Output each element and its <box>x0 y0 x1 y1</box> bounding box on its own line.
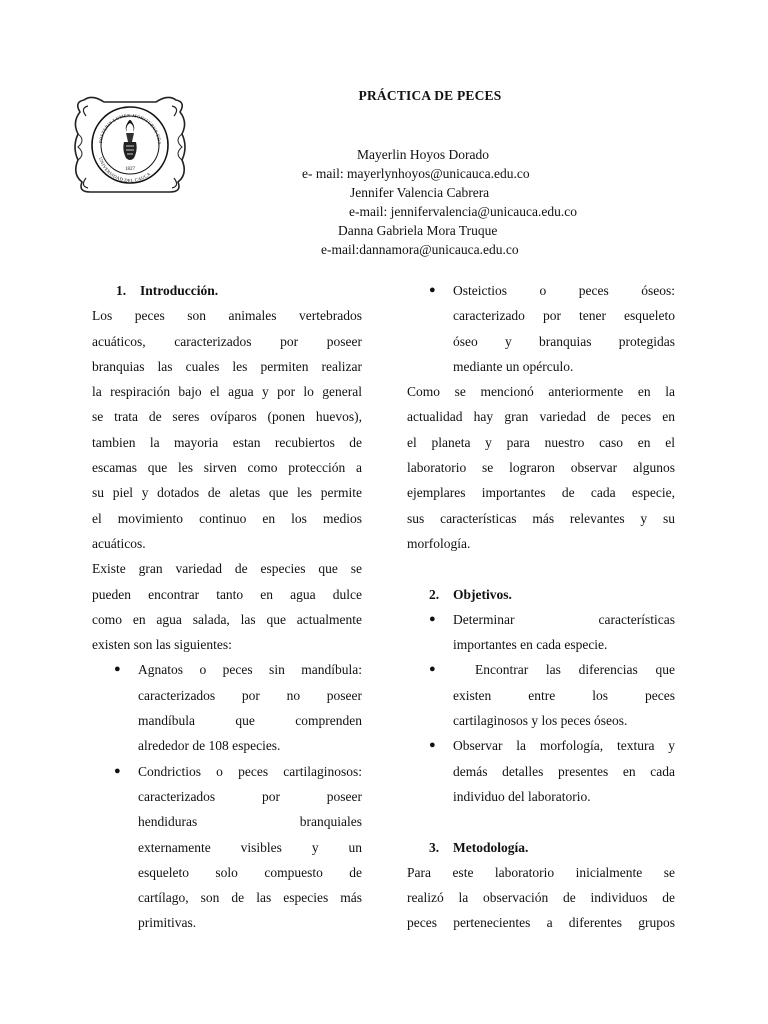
text-line: branquias las cuales les permiten realizar <box>92 358 362 374</box>
text-line: óseo y branquias protegidas <box>453 333 675 349</box>
text-line: realizó la observación de individuos de <box>407 890 675 906</box>
text-line: cartilaginosos y los peces óseos. <box>453 713 628 729</box>
text-line: Agnatos o peces sin mandíbula: <box>138 662 362 678</box>
metodologia-paragraph <box>407 860 675 936</box>
blank-line <box>407 556 675 581</box>
text-line: ejemplares importantes de cada especie, <box>407 485 675 501</box>
list-item-objetivo-1 <box>407 607 675 658</box>
seal-year: 1827 <box>125 167 135 172</box>
list-item-objetivo-2 <box>407 657 675 733</box>
author-email: e-mail:dannamora@unicauca.edu.co <box>321 242 519 257</box>
text-line: alrededor de 108 especies. <box>138 738 281 754</box>
section-heading-introduccion <box>92 278 362 303</box>
left-column <box>92 278 362 936</box>
section-title: Metodología. <box>453 839 529 855</box>
section-title: Objetivos. <box>453 586 512 602</box>
text-line: la respiración bajo el agua y por lo general <box>92 384 362 400</box>
list-item-osteictios <box>407 278 675 379</box>
bullet-marker: ● <box>429 739 436 752</box>
text-line: se trata de seres ovíparos (ponen huevos), <box>92 409 362 425</box>
list-item-objetivo-3 <box>407 733 675 809</box>
text-line: Determinar características <box>453 611 675 627</box>
section-number: 1. <box>116 283 127 298</box>
seal-top-text: POSTERIS LUMEN MORITURUS EDA <box>98 112 163 145</box>
text-line: mediante un opérculo. <box>453 358 574 374</box>
text-line: existen son las siguientes: <box>92 637 232 653</box>
blank-line <box>407 809 675 834</box>
text-line: peces pertenecientes a diferentes grupos <box>407 915 675 931</box>
text-line: cartílago, son de las especies más <box>138 890 362 906</box>
university-seal-icon <box>70 92 190 202</box>
author-email: e- mail: mayerlynhoyos@unicauca.edu.co <box>302 166 530 181</box>
text-line: caracterizados por no poseer <box>138 687 362 703</box>
text-line: el planeta y para nuestro caso en el <box>407 434 675 450</box>
text-line: morfología. <box>407 535 471 551</box>
text-line: Para este laboratorio inicialmente se <box>407 864 675 880</box>
author-name: Danna Gabriela Mora Truque <box>338 223 498 238</box>
text-line: sus características más relevantes y su <box>407 510 675 526</box>
list-item-agnatos <box>92 657 362 758</box>
text-line: Como se mencionó anteriormente en la <box>407 384 675 400</box>
bullet-marker: ● <box>114 663 121 676</box>
text-line: como en agua salada, las que actualmente <box>92 611 362 627</box>
text-line: pueden encontrar tanto en agua dulce <box>92 586 362 602</box>
text-line: existen entre los peces <box>453 687 675 703</box>
text-line: esqueleto solo compuesto de <box>138 864 362 880</box>
text-line: el movimiento continuo en los medios <box>92 510 362 526</box>
text-line: primitivas. <box>138 915 197 931</box>
list-item-condrictios <box>92 759 362 936</box>
text-line: caracterizado por tener esqueleto <box>453 308 675 324</box>
bullet-marker: ● <box>114 764 121 777</box>
text-line: Los peces son animales vertebrados <box>92 308 362 324</box>
section-title: Introducción. <box>140 283 219 298</box>
text-line: importantes en cada especie. <box>453 637 608 653</box>
seal-bottom-text: UNIVERSIDAD DEL CAUCA <box>97 156 152 184</box>
bullet-marker: ● <box>429 663 436 676</box>
section-number: 2. <box>429 586 440 602</box>
text-line: actualidad hay gran variedad de peces en <box>407 409 675 425</box>
text-line: Observar la morfología, textura y <box>453 738 675 754</box>
text-line: Osteictios o peces óseos: <box>453 283 675 298</box>
text-line: su piel y dotados de aletas que les permite <box>92 485 362 501</box>
bullet-marker: ● <box>429 612 436 625</box>
text-line: acuáticos. <box>92 535 146 551</box>
bullet-marker: ● <box>429 284 436 296</box>
author-name: Jennifer Valencia Cabrera <box>350 185 490 200</box>
document-title: PRÁCTICA DE PECES <box>358 88 502 103</box>
text-line: escamas que les sirven como protección a <box>92 460 362 476</box>
text-line: hendiduras branquiales <box>138 814 362 830</box>
text-line: acuáticos, caracterizados por poseer <box>92 333 362 349</box>
intro-paragraph-2 <box>92 556 362 657</box>
right-column <box>407 278 675 936</box>
text-line: Existe gran variedad de especies que se <box>92 561 362 577</box>
intro-paragraph-1 <box>92 303 362 556</box>
author-email: e-mail: jennifervalencia@unicauca.edu.co <box>349 204 577 219</box>
text-line: caracterizados por poseer <box>138 788 362 804</box>
text-line: tambien la mayoria estan recubiertos de <box>92 434 362 450</box>
text-line: individuo del laboratorio. <box>453 788 591 804</box>
text-line: externamente visibles y un <box>138 839 362 855</box>
section-heading-metodologia <box>407 835 675 860</box>
text-line: Encontrar las diferencias que <box>475 662 675 678</box>
text-line: Condrictios o peces cartilaginosos: <box>138 763 362 779</box>
section-number: 3. <box>429 839 440 855</box>
text-line: demás detalles presentes en cada <box>453 763 675 779</box>
author-name: Mayerlin Hoyos Dorado <box>357 147 489 162</box>
text-line: mandíbula que comprenden <box>138 713 362 729</box>
right-paragraph <box>407 379 675 556</box>
section-heading-objetivos <box>407 582 675 607</box>
text-line: laboratorio se lograron observar algunos <box>407 460 675 476</box>
